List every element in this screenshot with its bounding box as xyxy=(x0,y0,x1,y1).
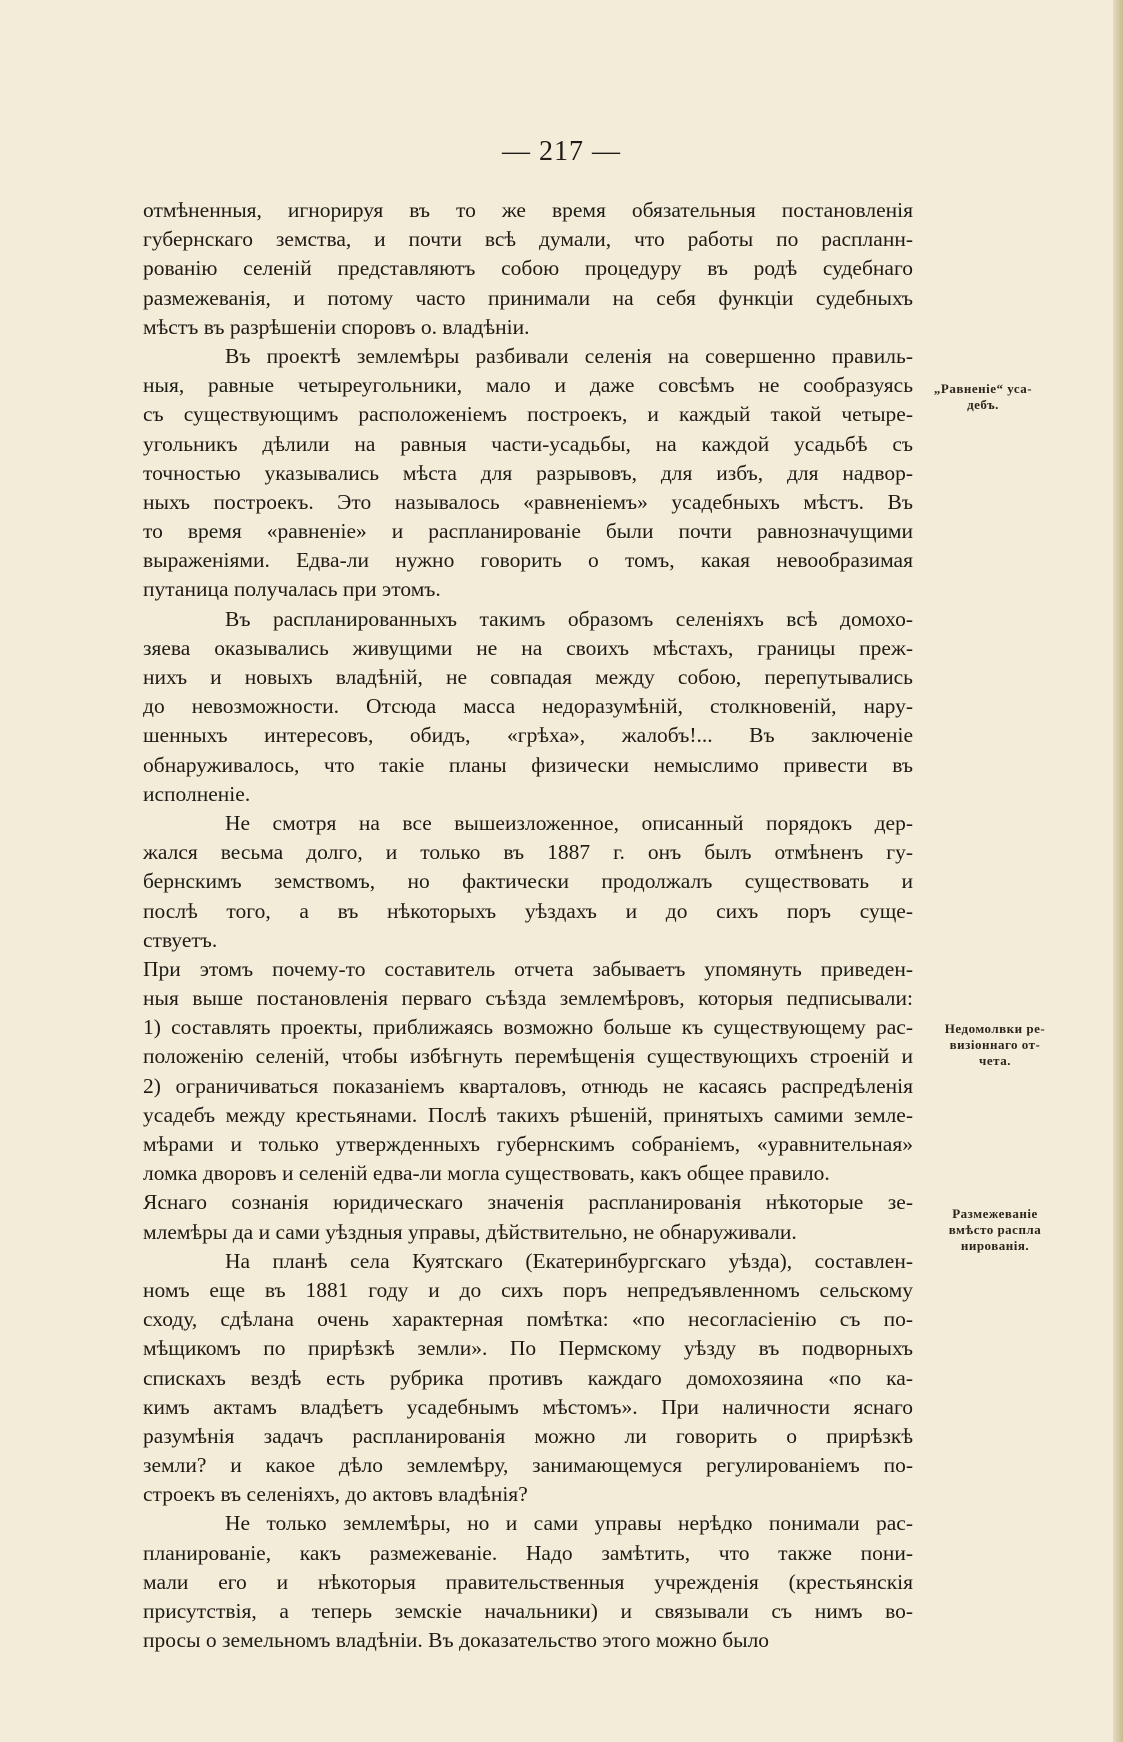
margin-note-line: вмѣсто распла xyxy=(948,1222,1042,1237)
text-line: ныхъ построекъ. Это называлось «равненіемъ» усадебныхъ мѣстъ. Въ xyxy=(143,489,913,514)
text-line: сходу, сдѣлана очень характерная помѣтка: «по несогласiенію съ по- xyxy=(143,1307,913,1332)
text-line: рованію селеній представляютъ собою процедуру въ родѣ судебнаго xyxy=(143,256,913,281)
text-line: выраженіями. Едва-ли нужно говорить о томъ, какая невообразимая xyxy=(143,548,913,573)
margin-note-line: чета. xyxy=(979,1053,1011,1068)
text-line: зяева оказывались живущими не на своихъ мѣстахъ, границы преж- xyxy=(143,635,913,660)
text-line: кимъ актамъ владѣетъ усадебнымъ мѣстомъ». При наличности яснаго xyxy=(143,1394,913,1419)
text-line: послѣ того, а въ нѣкоторыхъ уѣздахъ и до сихъ поръ суще- xyxy=(143,898,913,923)
text-line: размежеванія, и потому часто принимали на себя функціи судебныхъ xyxy=(143,285,913,310)
paragraph xyxy=(143,809,913,955)
text-line: 2) ограничиваться показаніемъ кварталовъ, отнюдь не касаясь распредѣленія xyxy=(143,1073,913,1098)
page-edge xyxy=(1113,0,1123,1742)
paragraph xyxy=(143,955,913,1189)
text-line: до невозможности. Отсюда масса недоразумѣній, столкновеній, нару- xyxy=(143,694,913,719)
text-line: ныя выше постановленія перваго съѣзда землемѣровъ, которыя педписывали: xyxy=(143,986,913,1011)
text-line: спискахъ вездѣ есть рубрика противъ каждаго домохозяина «по ка- xyxy=(143,1365,913,1390)
text-line: отмѣненныя, игнорируя въ то же время обязательныя постановленія xyxy=(143,198,913,222)
margin-note-ravnenie xyxy=(918,381,1048,413)
page-number: — 217 — xyxy=(502,136,621,167)
text-line: мали его и нѣкоторыя правительственныя учрежденія (крестьянскія xyxy=(143,1569,913,1594)
text-line: Не только землемѣры, но и сами управы нерѣдко понимали рас- xyxy=(225,1511,913,1536)
paragraph xyxy=(143,1247,913,1510)
text-line: номъ еще въ 1881 году и до сихъ поръ непредъявленномъ сельскому xyxy=(143,1277,913,1302)
text-line: При этомъ почему-то составитель отчета забываетъ упомянуть приведен- xyxy=(143,956,913,981)
text-line: мѣрами и только утвержденныхъ губернскимъ собраніемъ, «уравнительная» xyxy=(143,1132,913,1156)
paragraph xyxy=(143,1509,913,1655)
paragraph xyxy=(143,1188,913,1246)
text-line: земли? и какое дѣло землемѣру, занимающемуся регулированіемъ по- xyxy=(143,1453,913,1478)
text-line: 1) составлять проекты, приближаясь возможно больше къ существующему рас- xyxy=(143,1015,913,1040)
body-text xyxy=(143,196,913,1655)
text-line: мѣщикомъ по прирѣзкѣ земли». По Пермскому уѣзду въ подворныхъ xyxy=(143,1336,913,1361)
text-line: жался весьма долго, и только въ 1887 г. онъ былъ отмѣненъ гу- xyxy=(143,840,913,865)
text-line: угольникъ дѣлили на равныя части-усадьбы, на каждой усадьбѣ съ xyxy=(143,431,913,456)
text-line: строекъ въ селеніяхъ, до актовъ владѣнія? xyxy=(143,1482,528,1507)
text-line: то время «равненіе» и распланированіе были почти равнозначущими xyxy=(143,519,913,544)
text-line: исполненіе. xyxy=(143,781,251,806)
text-line: губернскаго земства, и почти всѣ думали, что работы по распланн- xyxy=(143,227,913,252)
text-line: присутствія, а теперь земскіе начальники) и связывали съ нимъ во- xyxy=(143,1599,913,1623)
text-line: положенію селеній, чтобы избѣгнуть перемѣщенія существующихъ строеній и xyxy=(143,1044,913,1069)
margin-note-line: нированія. xyxy=(960,1238,1030,1253)
margin-note-line: визіоннаго от- xyxy=(949,1037,1041,1052)
text-line: бернскимъ земствомъ, но фактически продолжалъ существовать и xyxy=(143,869,913,894)
margin-note-line: „Равненіе“ уса- xyxy=(933,381,1033,396)
text-line: ствуетъ. xyxy=(143,927,218,952)
text-line: ломка дворовъ и селеній едва-ли могла существовать, какъ общее правило. xyxy=(143,1161,830,1186)
text-line: разумѣнія задачъ распланированія можно ли говорить о прирѣзкѣ xyxy=(143,1423,913,1448)
paragraph xyxy=(143,605,913,809)
margin-note-line: дебъ. xyxy=(967,397,999,412)
text-line: Яснаго сознанія юридическаго значенія распланированія нѣкоторые зе- xyxy=(143,1190,913,1215)
text-line: съ существующимъ расположеніемъ построекъ, и каждый такой четыре- xyxy=(143,402,913,427)
text-line: млемѣры да и сами уѣздныя управы, дѣйствительно, не обнаруживали. xyxy=(143,1219,797,1244)
text-line: Не смотря на все вышеизложенное, описанный порядокъ дер- xyxy=(225,810,913,835)
margin-note-razmezhevanie xyxy=(932,1206,1058,1254)
text-line: Въ распланированныхъ такимъ образомъ селеніяхъ всѣ домохо- xyxy=(225,606,913,631)
text-line: просы о земельномъ владѣніи. Въ доказательство этого можно было xyxy=(143,1628,770,1653)
text-line: мѣстъ въ разрѣшеніи споровъ о. владѣніи. xyxy=(143,314,530,339)
text-line: ныя, равные четыреугольники, мало и даже совсѣмъ не сообразуясь xyxy=(143,373,913,398)
text-line: путаница получалась при этомъ. xyxy=(143,577,441,602)
text-line: шенныхъ интересовъ, обидъ, «грѣха», жалобъ!... Въ заключеніе xyxy=(143,723,913,748)
text-line: нихъ и новыхъ владѣній, не совпадая между собою, перепутывались xyxy=(143,665,913,689)
text-line: обнаруживалось, что такіе планы физически немыслимо привести въ xyxy=(143,752,913,777)
text-line: планированіе, какъ размежеваніе. Надо замѣтить, что также пони- xyxy=(143,1540,913,1565)
text-line: усадебъ между крестьянами. Послѣ такихъ рѣшеній, принятыхъ самими земле- xyxy=(143,1102,913,1127)
paragraph xyxy=(143,342,913,605)
text-line: Въ проектѣ землемѣры разбивали селенія на совершенно правиль- xyxy=(225,343,913,368)
paragraph xyxy=(143,196,913,342)
margin-note-nedomolvki xyxy=(928,1021,1062,1069)
margin-note-line: Недомолвки ре- xyxy=(944,1021,1046,1036)
text-line: На планѣ села Куятскаго (Екатеринбургскаго уѣзда), составлен- xyxy=(225,1248,913,1273)
margin-note-line: Размежеваніе xyxy=(952,1206,1038,1221)
text-line: точностью указывались мѣста для разрывовъ, для избъ, для надвор- xyxy=(143,460,913,485)
